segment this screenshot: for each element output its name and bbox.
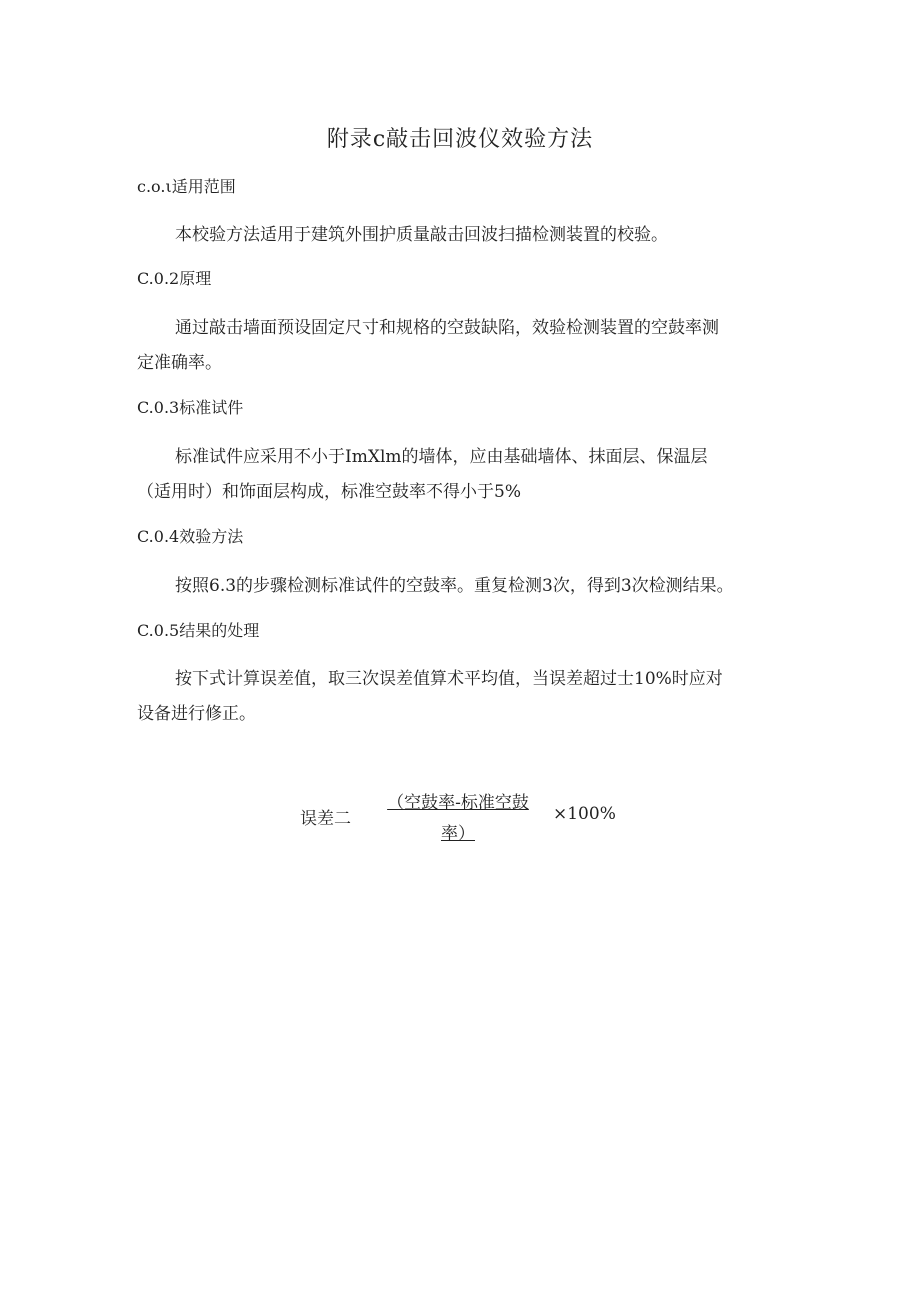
- formula-label: 误差二: [300, 809, 351, 829]
- section-paragraph-scope: [137, 218, 777, 253]
- paragraph-line: 通过敲击墙面预设固定尺寸和规格的空鼓缺陷，效验检测装置的空鼓率测: [175, 318, 719, 338]
- section-paragraph-principle: [137, 311, 777, 381]
- paragraph-line: 标准试件应采用不小于ImXlm的墙体，应由基础墙体、抹面层、保温层: [175, 447, 708, 467]
- paragraph-line: 按下式计算误差值，取三次误差值算术平均值，当误差超过士10%时应对: [175, 669, 723, 689]
- formula-denominator: 率）: [441, 824, 475, 844]
- section-heading-principle: C.0.2原理: [137, 269, 212, 288]
- page-title: 附录c敲击回波仪效验方法: [326, 127, 594, 152]
- section-heading-method: C.0.4效验方法: [137, 527, 244, 546]
- section-heading-standard-specimen: C.0.3标准试件: [137, 398, 244, 417]
- section-heading-result-processing: C.0.5结果的处理: [137, 621, 260, 640]
- formula-fraction: [378, 788, 538, 844]
- paragraph-line: （适用时）和饰面层构成，标准空鼓率不得小于5%: [137, 482, 521, 502]
- section-paragraph-result-processing: [137, 662, 777, 732]
- section-heading-scope: c.o.ι适用范围: [137, 177, 236, 196]
- section-paragraph-standard-specimen: [137, 440, 777, 510]
- formula-numerator: （空鼓率-标准空鼓: [387, 793, 529, 813]
- paragraph-line: 设备进行修正。: [137, 704, 256, 724]
- paragraph-line: 本校验方法适用于建筑外围护质量敲击回波扫描检测装置的校验。: [175, 225, 668, 245]
- paragraph-line: 按照6.3的步骤检测标准试件的空鼓率。重复检测3次，得到3次检测结果。: [175, 576, 734, 596]
- paragraph-line: 定准确率。: [137, 353, 222, 373]
- formula-multiplier: ×100%: [553, 804, 616, 824]
- section-paragraph-method: [137, 569, 777, 604]
